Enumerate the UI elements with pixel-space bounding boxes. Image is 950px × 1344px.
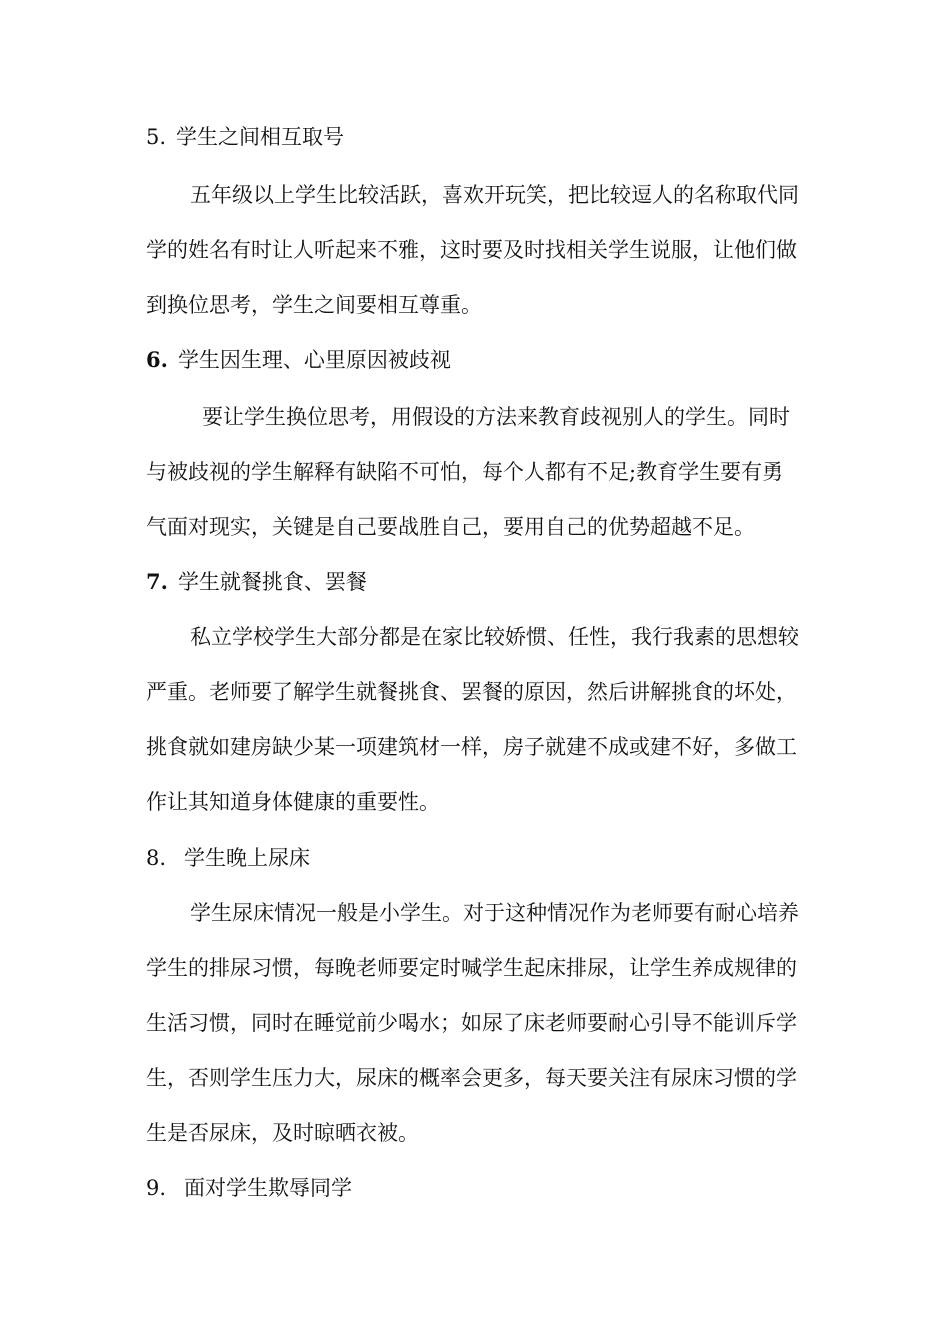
paragraph-line: 私立学校学生大部分都是在家比较娇惯、任性，我行我素的思想较 bbox=[190, 625, 799, 649]
section-number: 9. bbox=[146, 1176, 167, 1200]
section-title: 学生就餐挑食、罢餐 bbox=[177, 570, 367, 594]
paragraph-line: 与被歧视的学生解释有缺陷不可怕，每个人都有不足;教育学生要有勇 bbox=[146, 460, 784, 484]
section-9-heading bbox=[146, 1173, 352, 1203]
section-6-heading bbox=[146, 345, 451, 375]
paragraph-line: 生是否尿床，及时晾晒衣被。 bbox=[146, 1121, 419, 1145]
paragraph-line: 作让其知道身体健康的重要性。 bbox=[146, 790, 440, 814]
section-8-heading bbox=[146, 843, 310, 873]
section-7-heading bbox=[146, 567, 367, 597]
section-title: 学生因生理、心里原因被歧视 bbox=[177, 348, 451, 372]
section-title: 面对学生欺辱同学 bbox=[184, 1176, 353, 1200]
section-number: 8. bbox=[146, 846, 167, 870]
paragraph-line: 到换位思考，学生之间要相互尊重。 bbox=[146, 293, 482, 317]
section-title: 学生之间相互取号 bbox=[176, 125, 345, 149]
section-number: 6. bbox=[146, 347, 168, 372]
section-number: 7. bbox=[146, 569, 168, 594]
paragraph-line: 学生的排尿习惯，每晚老师要定时喊学生起床排尿，让学生养成规律的 bbox=[146, 956, 797, 980]
paragraph-line: 五年级以上学生比较活跃，喜欢开玩笑，把比较逗人的名称取代同 bbox=[190, 183, 799, 207]
section-title: 学生晚上尿床 bbox=[184, 846, 311, 870]
paragraph-line: 要让学生换位思考，用假设的方法来教育歧视别人的学生。同时 bbox=[202, 405, 790, 429]
paragraph-line: 生，否则学生压力大，尿床的概率会更多，每天要关注有尿床习惯的学 bbox=[146, 1066, 797, 1090]
paragraph-line: 学的姓名有时让人听起来不雅，这时要及时找相关学生说服，让他们做 bbox=[146, 238, 797, 262]
paragraph-line: 挑食就如建房缺少某一项建筑材一样，房子就建不成或建不好，多做工 bbox=[146, 735, 797, 759]
section-number: 5. bbox=[146, 125, 167, 149]
paragraph-line: 生活习惯，同时在睡觉前少喝水；如尿了床老师要耐心引导不能训斥学 bbox=[146, 1011, 797, 1035]
paragraph-line: 学生尿床情况一般是小学生。对于这种情况作为老师要有耐心培养 bbox=[190, 901, 799, 925]
paragraph-line: 严重。老师要了解学生就餐挑食、罢餐的原因，然后讲解挑食的坏处， bbox=[146, 680, 797, 704]
paragraph-line: 气面对现实，关键是自己要战胜自己，要用自己的优势超越不足。 bbox=[146, 515, 755, 539]
section-5-heading bbox=[146, 122, 344, 152]
